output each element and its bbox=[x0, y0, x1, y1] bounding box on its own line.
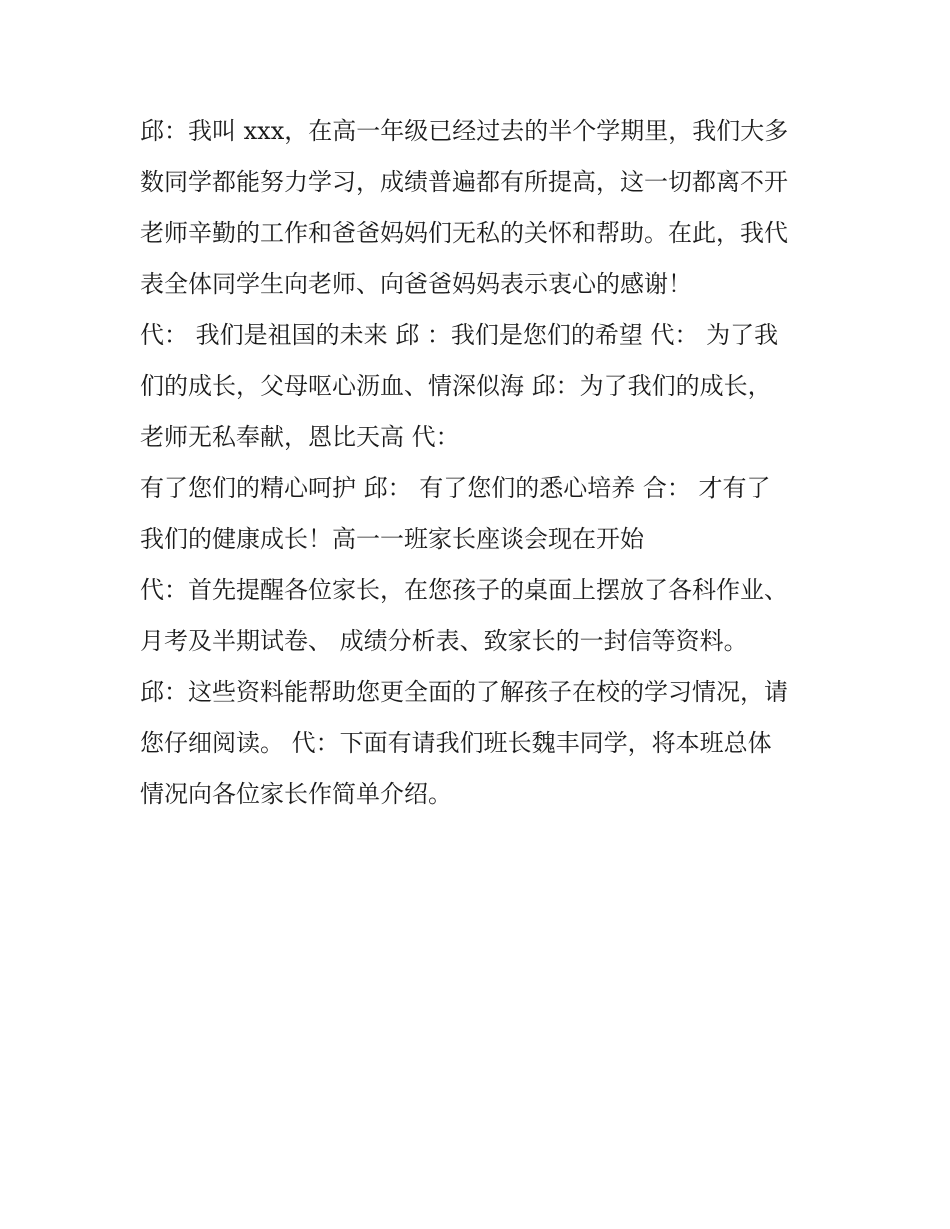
text-line: 您仔细阅读。 代：下面有请我们班长魏丰同学，将本班总体 bbox=[140, 729, 772, 757]
text-line: 老师无私奉献，恩比天高 代： bbox=[140, 423, 460, 451]
text-line: 老师辛勤的工作和爸爸妈妈们无私的关怀和帮助。在此，我代 bbox=[140, 219, 788, 247]
text-line: 代：首先提醒各位家长，在您孩子的桌面上摆放了各科作业、 bbox=[140, 576, 788, 604]
text-line: 表全体同学生向老师、向爸爸妈妈表示衷心的感谢！ bbox=[140, 270, 692, 298]
text-line: 月考及半期试卷、 成绩分析表、致家长的一封信等资料。 bbox=[140, 627, 748, 655]
text-line: 我们的健康成长！高一一班家长座谈会现在开始 bbox=[140, 525, 644, 553]
text-line: 邱：这些资料能帮助您更全面的了解孩子在校的学习情况，请 bbox=[140, 678, 788, 706]
text-line: 数同学都能努力学习，成绩普遍都有所提高，这一切都离不开 bbox=[140, 168, 788, 196]
text-line: 有了您们的精心呵护 邱： 有了您们的悉心培养 合： 才有了 bbox=[140, 474, 771, 502]
text-line: 们的成长，父母呕心沥血、情深似海 邱：为了我们的成长， bbox=[140, 372, 772, 400]
text-line: 邱：我叫 xxx，在高一年级已经过去的半个学期里，我们大多 bbox=[140, 117, 789, 145]
text-line: 代： 我们是祖国的未来 邱 ：我们是您们的希望 代： 为了我 bbox=[140, 321, 779, 349]
text-line: 情况向各位家长作简单介绍。 bbox=[140, 780, 452, 808]
document-body bbox=[140, 106, 830, 820]
